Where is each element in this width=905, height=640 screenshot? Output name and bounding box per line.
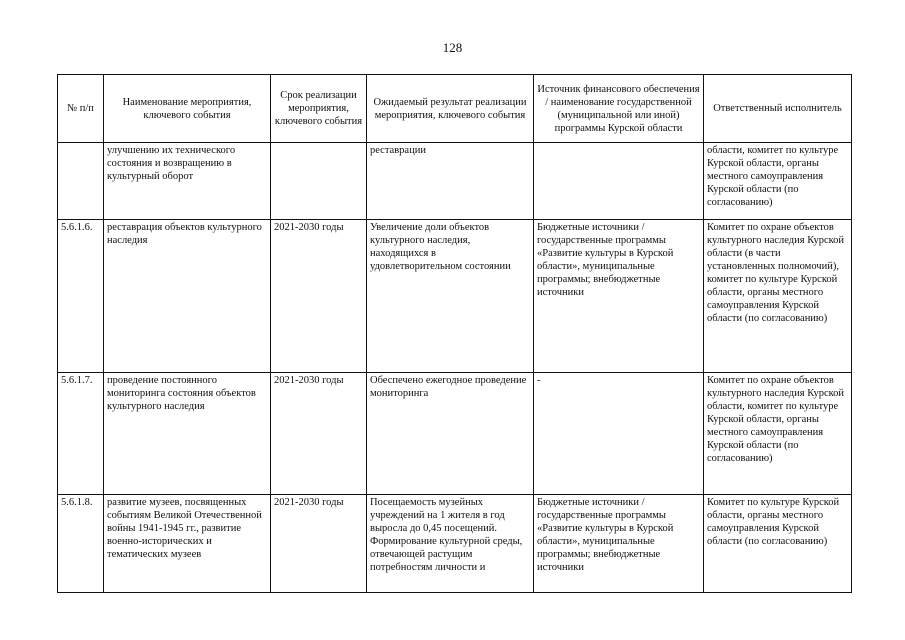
row-source: Бюджетные источники / государственные программы «Развитие культуры в Курской области», муниципальные программы; внебюджетные источники [534, 220, 704, 373]
page-number: 128 [442, 40, 463, 55]
row-name: развитие музеев, посвященных событиям Великой Отечественной войны 1941-1945 гг., развитие военно-исторических и тематических музеев [104, 495, 271, 593]
table-row [58, 143, 852, 220]
row-executor: области, комитет по культуре Курской области, органы местного самоуправления Курской области (по согласованию) [704, 143, 852, 220]
table-row [58, 220, 852, 373]
row-executor: Комитет по охране объектов культурного наследия Курской области (в части установленных полномочий), комитет по культуре Курской области, органы местного самоуправления Курской области (по согласованию) [704, 220, 852, 373]
row-name: улучшению их технического состояния и возвращению в культурный оборот [104, 143, 271, 220]
row-executor: Комитет по охране объектов культурного наследия Курской области, комитет по культуре Курской области, органы местного самоуправления Курской области (по согласованию) [704, 373, 852, 495]
row-number [58, 143, 104, 220]
row-result: Посещаемость музейных учреждений на 1 жителя в год выросла до 0,45 посещений. Формирование культурной среды, отвечающей растущим потребностям личности и [367, 495, 534, 593]
events-table [57, 74, 852, 593]
row-term: 2021-2030 годы [271, 495, 367, 593]
row-name: реставрация объектов культурного наследия [104, 220, 271, 373]
table-row [58, 373, 852, 495]
header-name: Наименование мероприятия, ключевого события [104, 75, 271, 143]
table-header-row [58, 75, 852, 143]
row-executor: Комитет по культуре Курской области, органы местного самоуправления Курской области (по согласованию) [704, 495, 852, 593]
row-result: Увеличение доли объектов культурного наследия, находящихся в удовлетворительном состоянии [367, 220, 534, 373]
row-number: 5.6.1.7. [58, 373, 104, 495]
row-result: Обеспечено ежегодное проведение мониторинга [367, 373, 534, 495]
header-term: Срок реализации мероприятия, ключевого события [271, 75, 367, 143]
header-executor: Ответственный исполнитель [704, 75, 852, 143]
header-result: Ожидаемый результат реализации мероприятия, ключевого события [367, 75, 534, 143]
row-source: Бюджетные источники / государственные программы «Развитие культуры в Курской области», муниципальные программы; внебюджетные источники [534, 495, 704, 593]
header-source: Источник финансового обеспечения / наименование государственной (муниципальной или иной) программы Курской области [534, 75, 704, 143]
row-number: 5.6.1.6. [58, 220, 104, 373]
row-number: 5.6.1.8. [58, 495, 104, 593]
table-row [58, 495, 852, 593]
header-num: № п/п [58, 75, 104, 143]
row-result: реставрации [367, 143, 534, 220]
row-term: 2021-2030 годы [271, 373, 367, 495]
row-source: - [534, 373, 704, 495]
row-source [534, 143, 704, 220]
row-name: проведение постоянного мониторинга состояния объектов культурного наследия [104, 373, 271, 495]
row-term [271, 143, 367, 220]
row-term: 2021-2030 годы [271, 220, 367, 373]
